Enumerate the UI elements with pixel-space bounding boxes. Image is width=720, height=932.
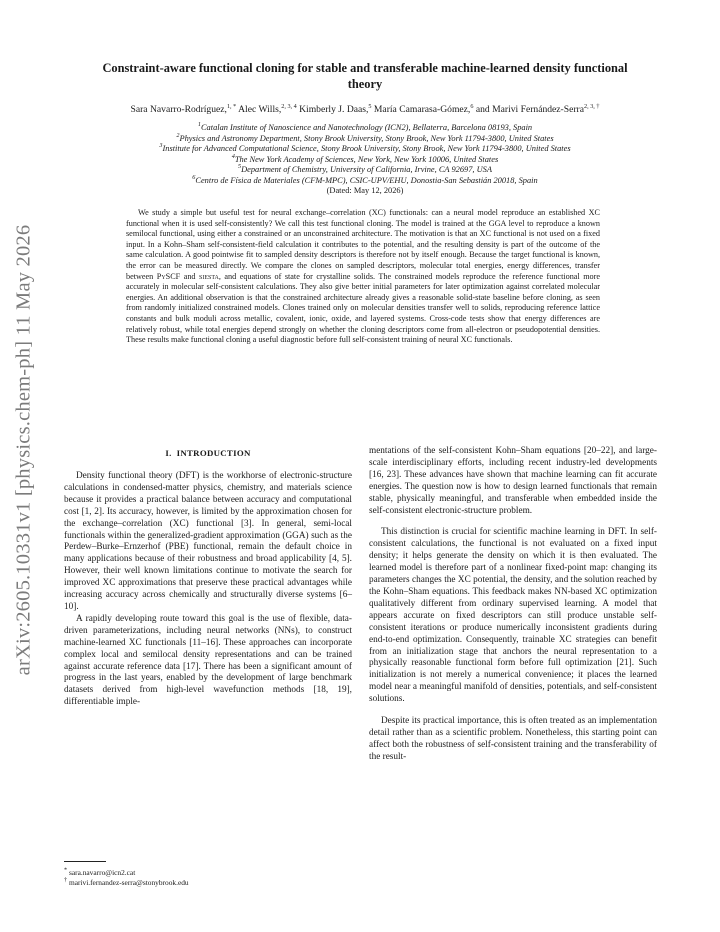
affiliation: $^2$Physics and Astronomy Department, Stony Brook University, Stony Brook, New York 11794-3800, United States xyxy=(176,131,554,143)
affiliation: $^6$Centro de Física de Materiales (CFM-MPC), CSIC-UPV/EHU, Donostia-San Sebastián 20018, Spain xyxy=(192,173,538,185)
author: María Camarasa-Gómez,$^6$ xyxy=(373,102,474,115)
footnote: * sara.navarro@icn2.cat xyxy=(64,866,136,877)
footnote-divider xyxy=(64,861,106,862)
body-paragraph: A rapidly developing route toward this goal is the use of flexible, data-driven parameterizations, including neural networks (NNs), to construct machine-learned XC functionals [11–16]. These approaches can incorporate complex local and semilocal density representations and can be trained against accurate reference data [17]. There has been a significant amount of progress in the last years, enabled by the development of large benchmark datasets derived from high-level wavefunction methods [18, 19], differentiable imple- xyxy=(64,613,352,708)
software-name: PySCF xyxy=(156,271,181,281)
affiliation: $^4$The New York Academy of Sciences, New York, New York 10006, United States xyxy=(231,152,499,164)
body-paragraph: This distinction is crucial for scientific machine learning in DFT. In self-consistent calculations, the functional is not evaluated on a fixed input density; it helps generate the density on which it is then evaluated. The learned model is therefore part of a nonlinear fixed-point map: changing its parameters changes the XC potential, the density, and the solution reached by the Kohn–Sham equations. This feedback makes NN-based XC optimization qualitatively different from ordinary supervised learning. A model that appears accurate on fixed descriptors can still produce unstable self-consistent iterations or produce numerically inconsistent gradients during end-to-end optimization. Consequently, trainable XC strategies can benefit from an initialization stage that anchors the neural representation to a physically reasonable functional form before full optimization [21]. Such initialization is not merely a numerical convenience; it places the learned model near a meaningful manifold of densities, potentials, and self-consistent solutions. xyxy=(369,527,657,705)
author: Alec Wills,$^{2, 3, 4}$ xyxy=(238,102,297,115)
title-line-2: theory xyxy=(347,77,383,91)
paper-title xyxy=(60,60,670,92)
affiliation: $^3$Institute for Advanced Computational Science, Stony Brook University, Stony Brook, New York 11794-3800, United States xyxy=(159,142,571,153)
author: Kimberly J. Daas,$^5$ xyxy=(299,102,372,115)
affiliation: $^1$Catalan Institute of Nanoscience and Nanotechnology (ICN2), Bellaterra, Barcelona 08193, Spain xyxy=(197,121,533,132)
author-list xyxy=(60,103,670,116)
body-paragraph: Despite its practical importance, this is often treated as an implementation detail rather than as a scientific problem. Nonetheless, this starting point can affect both the robustness of self-consistent training and the transferability of the result- xyxy=(369,716,657,762)
date-line: (Dated: May 12, 2026) xyxy=(326,186,404,195)
author: and Marivi Fernández-Serra$^{2, 3, \dagger}$ xyxy=(475,102,600,115)
footnote: † marivi.fernandez-serra@stonybrook.edu xyxy=(64,876,189,887)
section-heading: I. INTRODUCTION xyxy=(165,448,251,458)
body-paragraph: mentations of the self-consistent Kohn–Sham equations [20–22], and large-scale interdisciplinary efforts, including recent industry-led developments [16, 23]. These advances have shown that machine learning can fit accurate energies. The question now is how to design learned functionals that remain stable, physically meaningful, and transferable when embedded inside the self-consistent electronic-structure problem. xyxy=(369,446,657,516)
left-column xyxy=(64,448,352,709)
software-name: siesta xyxy=(199,271,219,281)
body-paragraph: Density functional theory (DFT) is the workhorse of electronic-structure calculations in condensed-matter physics, chemistry, and materials science because it provides a practical balance between accuracy and computational cost [1, 2]. Its accuracy, however, is limited by the approximation chosen for the exchange–correlation (XC) functional [3]. In general, semi-local functionals within the generalized-gradient approximation (GGA) such as the Perdew–Burke–Ernzerhof (PBE) functional, remain the default choice in many applications because of their robustness and broad applicability [4, 5]. However, their well known limitations continue to motivate the search for improved XC approximations that preserve these practical advantages while increasing accuracy across chemically and structurally diverse systems [6–10]. xyxy=(64,471,352,612)
right-column xyxy=(369,446,657,764)
affiliations xyxy=(60,123,670,186)
abstract: We study a simple but useful test for neural exchange–correlation (XC) functionals: can a neural model reproduce an established XC functional when it is used self-consistently? We call this test functional cloning. The model is trained at the GGA level to reproduce a known semilocal functional, using either a constrained or an unconstrained architecture. The motivation is that an XC functional is not used on a fixed input. In a Kohn–Sham self-consistent-field calculation it contributes to the potential, and the resulting density is part of the outcome of the same calculation. A good pointwise fit to sampled density descriptors is therefore not by itself enough. Because the target functional is known, the error can be measured directly. We compare the clones on sampled descriptors, molecular total energies, energy differences, transfer between PySCF and siesta, and equations of state for crystalline solids. The constrained models reproduce the reference functional more accurately in molecular self-consistent calculations. They also give better initial parameters for later optimization against correlated molecular energies. An additional observation is that the constrained architecture already gives a reasonable solid-state baseline before cloning, as seen from randomly initialized constrained models. Clones trained only on molecular densities transfer well to solids, reproducing reference lattice constants and bulk moduli across metallic, covalent, ionic, oxide, and layered systems. Cross-code tests show that energy differences are relatively robust, while total energies depend strongly on whether the cloning descriptors come from all-electron or pseudopotential densities. These results make functional cloning a useful diagnostic before full self-consistent training of neural XC functionals. xyxy=(126,208,601,345)
arxiv-sidebar-stamp xyxy=(0,0,48,932)
affiliation: $^5$Department of Chemistry, University of California, Irvine, CA 92697, USA xyxy=(238,163,492,174)
footnotes xyxy=(64,868,352,888)
arxiv-identifier: arXiv:2605.10331v1 [physics.chem-ph] 11 May 2026 xyxy=(12,224,35,676)
title-line-1: Constraint-aware functional cloning for stable and transferable machine-learned density functional xyxy=(102,61,628,75)
author: Sara Navarro-Rodríguez,$^{1, *}$ xyxy=(130,102,237,115)
